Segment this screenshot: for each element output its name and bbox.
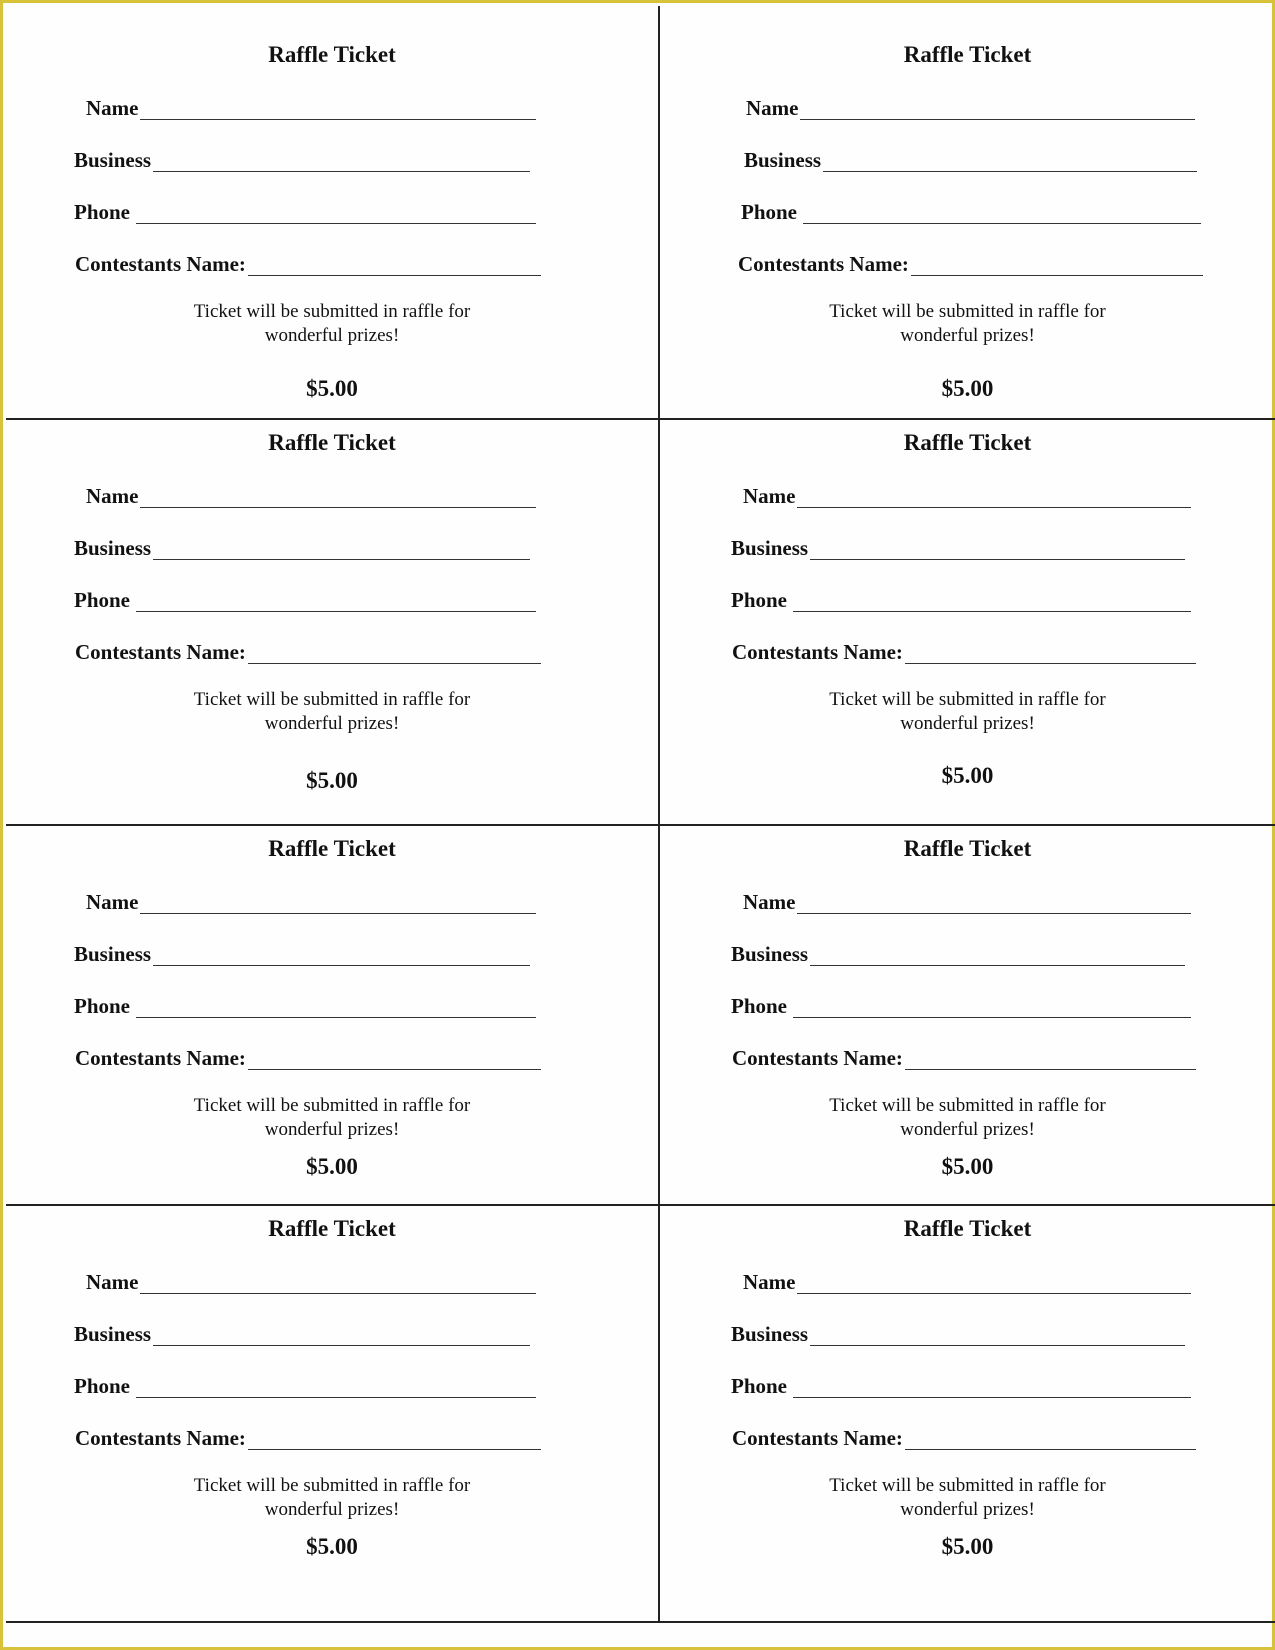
phone-write-line[interactable]	[136, 589, 536, 612]
business-field[interactable]	[74, 146, 530, 172]
name-field[interactable]	[743, 1268, 1191, 1294]
business-field[interactable]	[74, 534, 530, 560]
business-field[interactable]	[744, 146, 1197, 172]
contestant-name-field[interactable]	[75, 1424, 541, 1450]
name-label: Name	[86, 1270, 139, 1294]
ticket-price: $5.00	[941, 376, 994, 401]
business-field[interactable]	[731, 534, 1185, 560]
business-label: Business	[74, 536, 152, 560]
note-line-2: wonderful prizes!	[264, 1499, 400, 1520]
ticket-note	[660, 1094, 1275, 1142]
business-label: Business	[74, 1322, 152, 1346]
phone-label: Phone	[74, 588, 131, 612]
ticket-title: Raffle Ticket	[268, 430, 396, 455]
phone-write-line[interactable]	[136, 995, 536, 1018]
contestant-name-write-line[interactable]	[248, 253, 541, 276]
business-label: Business	[744, 148, 822, 172]
ticket-title: Raffle Ticket	[268, 836, 396, 861]
name-field[interactable]	[746, 94, 1195, 120]
contestant-name-write-line[interactable]	[905, 641, 1196, 664]
contestant-name-write-line[interactable]	[905, 1047, 1196, 1070]
phone-field[interactable]	[741, 198, 1201, 224]
phone-field[interactable]	[74, 1372, 536, 1398]
ticket-note	[6, 688, 658, 736]
ticket-note	[6, 1094, 658, 1142]
business-field[interactable]	[731, 940, 1185, 966]
phone-label: Phone	[74, 200, 131, 224]
name-label: Name	[746, 96, 799, 120]
ticket-title: Raffle Ticket	[903, 42, 1032, 67]
phone-field[interactable]	[731, 1372, 1191, 1398]
contestant-name-write-line[interactable]	[905, 1427, 1196, 1450]
contestant-name-label: Contestants Name:	[75, 252, 246, 276]
note-line-2: wonderful prizes!	[900, 713, 1035, 734]
name-label: Name	[86, 96, 139, 120]
name-field[interactable]	[86, 94, 536, 120]
note-line-1: Ticket will be submitted in raffle for	[193, 689, 471, 710]
note-line-2: wonderful prizes!	[900, 1499, 1035, 1520]
business-write-line[interactable]	[823, 149, 1197, 172]
phone-field[interactable]	[74, 586, 536, 612]
contestant-name-field[interactable]	[75, 250, 541, 276]
phone-write-line[interactable]	[136, 1375, 536, 1398]
phone-label: Phone	[731, 588, 788, 612]
contestant-name-label: Contestants Name:	[75, 1046, 246, 1070]
business-label: Business	[74, 942, 152, 966]
phone-field[interactable]	[74, 198, 536, 224]
name-write-line[interactable]	[797, 485, 1191, 508]
note-line-2: wonderful prizes!	[264, 325, 400, 346]
contestant-name-write-line[interactable]	[248, 1047, 541, 1070]
business-write-line[interactable]	[810, 537, 1185, 560]
name-field[interactable]	[743, 482, 1191, 508]
business-field[interactable]	[74, 1320, 530, 1346]
contestant-name-label: Contestants Name:	[75, 1426, 246, 1450]
name-write-line[interactable]	[140, 891, 536, 914]
name-label: Name	[743, 1270, 796, 1294]
raffle-ticket	[660, 826, 1275, 1206]
name-write-line[interactable]	[140, 1271, 536, 1294]
ticket-title: Raffle Ticket	[268, 1216, 396, 1241]
phone-field[interactable]	[74, 992, 536, 1018]
raffle-ticket	[660, 1206, 1275, 1621]
ticket-price: $5.00	[306, 1534, 358, 1559]
ticket-price: $5.00	[306, 768, 358, 793]
ticket-note	[660, 1474, 1275, 1522]
ticket-price: $5.00	[306, 1154, 358, 1179]
raffle-ticket	[660, 6, 1275, 420]
contestant-name-field[interactable]	[75, 1044, 541, 1070]
phone-field[interactable]	[731, 586, 1191, 612]
business-write-line[interactable]	[810, 943, 1185, 966]
ticket-note	[6, 300, 658, 348]
phone-write-line[interactable]	[136, 201, 536, 224]
note-line-1: Ticket will be submitted in raffle for	[193, 301, 471, 322]
business-field[interactable]	[74, 940, 530, 966]
name-write-line[interactable]	[140, 97, 536, 120]
name-field[interactable]	[86, 888, 536, 914]
business-label: Business	[731, 1322, 809, 1346]
phone-write-line[interactable]	[793, 1375, 1191, 1398]
contestant-name-field[interactable]	[732, 1424, 1196, 1450]
ticket-note	[660, 300, 1275, 348]
ticket-title: Raffle Ticket	[903, 1216, 1032, 1241]
raffle-ticket	[660, 420, 1275, 826]
note-line-1: Ticket will be submitted in raffle for	[829, 1475, 1106, 1496]
business-label: Business	[731, 942, 809, 966]
note-line-1: Ticket will be submitted in raffle for	[829, 1095, 1106, 1116]
business-write-line[interactable]	[153, 1323, 530, 1346]
ticket-price: $5.00	[941, 1534, 994, 1559]
contestant-name-write-line[interactable]	[248, 641, 541, 664]
ticket-note	[6, 1474, 658, 1522]
note-line-1: Ticket will be submitted in raffle for	[193, 1095, 471, 1116]
name-label: Name	[743, 484, 796, 508]
raffle-ticket	[6, 420, 660, 826]
ticket-title: Raffle Ticket	[268, 42, 396, 67]
ticket-price: $5.00	[306, 376, 358, 401]
name-write-line[interactable]	[800, 97, 1195, 120]
contestant-name-label: Contestants Name:	[75, 640, 246, 664]
phone-write-line[interactable]	[793, 995, 1191, 1018]
contestant-name-field[interactable]	[75, 638, 541, 664]
raffle-ticket	[6, 6, 660, 420]
phone-write-line[interactable]	[793, 589, 1191, 612]
contestant-name-write-line[interactable]	[248, 1427, 541, 1450]
name-label: Name	[743, 890, 796, 914]
name-field[interactable]	[86, 482, 536, 508]
ticket-price: $5.00	[941, 763, 994, 788]
phone-label: Phone	[731, 994, 788, 1018]
name-label: Name	[86, 484, 139, 508]
business-label: Business	[731, 536, 809, 560]
business-label: Business	[74, 148, 152, 172]
phone-write-line[interactable]	[803, 201, 1201, 224]
raffle-ticket	[6, 826, 660, 1206]
ticket-note	[660, 688, 1275, 736]
contestant-name-field[interactable]	[738, 250, 1203, 276]
ticket-grid	[6, 6, 1275, 1623]
contestant-name-label: Contestants Name:	[732, 1426, 903, 1450]
business-write-line[interactable]	[153, 149, 530, 172]
phone-field[interactable]	[731, 992, 1191, 1018]
business-write-line[interactable]	[153, 943, 530, 966]
phone-label: Phone	[731, 1374, 788, 1398]
note-line-1: Ticket will be submitted in raffle for	[829, 689, 1106, 710]
business-write-line[interactable]	[153, 537, 530, 560]
name-label: Name	[86, 890, 139, 914]
contestant-name-write-line[interactable]	[911, 253, 1203, 276]
contestant-name-label: Contestants Name:	[738, 252, 909, 276]
note-line-2: wonderful prizes!	[900, 1119, 1035, 1140]
phone-label: Phone	[74, 994, 131, 1018]
contestant-name-label: Contestants Name:	[732, 640, 903, 664]
name-write-line[interactable]	[797, 891, 1191, 914]
business-write-line[interactable]	[810, 1323, 1185, 1346]
ticket-title: Raffle Ticket	[903, 430, 1032, 455]
note-line-2: wonderful prizes!	[264, 713, 400, 734]
name-field[interactable]	[743, 888, 1191, 914]
note-line-1: Ticket will be submitted in raffle for	[829, 301, 1106, 322]
raffle-ticket	[6, 1206, 660, 1621]
phone-label: Phone	[74, 1374, 131, 1398]
name-write-line[interactable]	[797, 1271, 1191, 1294]
ticket-title: Raffle Ticket	[903, 836, 1032, 861]
note-line-2: wonderful prizes!	[900, 325, 1035, 346]
name-write-line[interactable]	[140, 485, 536, 508]
note-line-1: Ticket will be submitted in raffle for	[193, 1475, 471, 1496]
note-line-2: wonderful prizes!	[264, 1119, 400, 1140]
contestant-name-field[interactable]	[732, 638, 1196, 664]
contestant-name-label: Contestants Name:	[732, 1046, 903, 1070]
phone-label: Phone	[741, 200, 798, 224]
contestant-name-field[interactable]	[732, 1044, 1196, 1070]
name-field[interactable]	[86, 1268, 536, 1294]
ticket-price: $5.00	[941, 1154, 994, 1179]
business-field[interactable]	[731, 1320, 1185, 1346]
